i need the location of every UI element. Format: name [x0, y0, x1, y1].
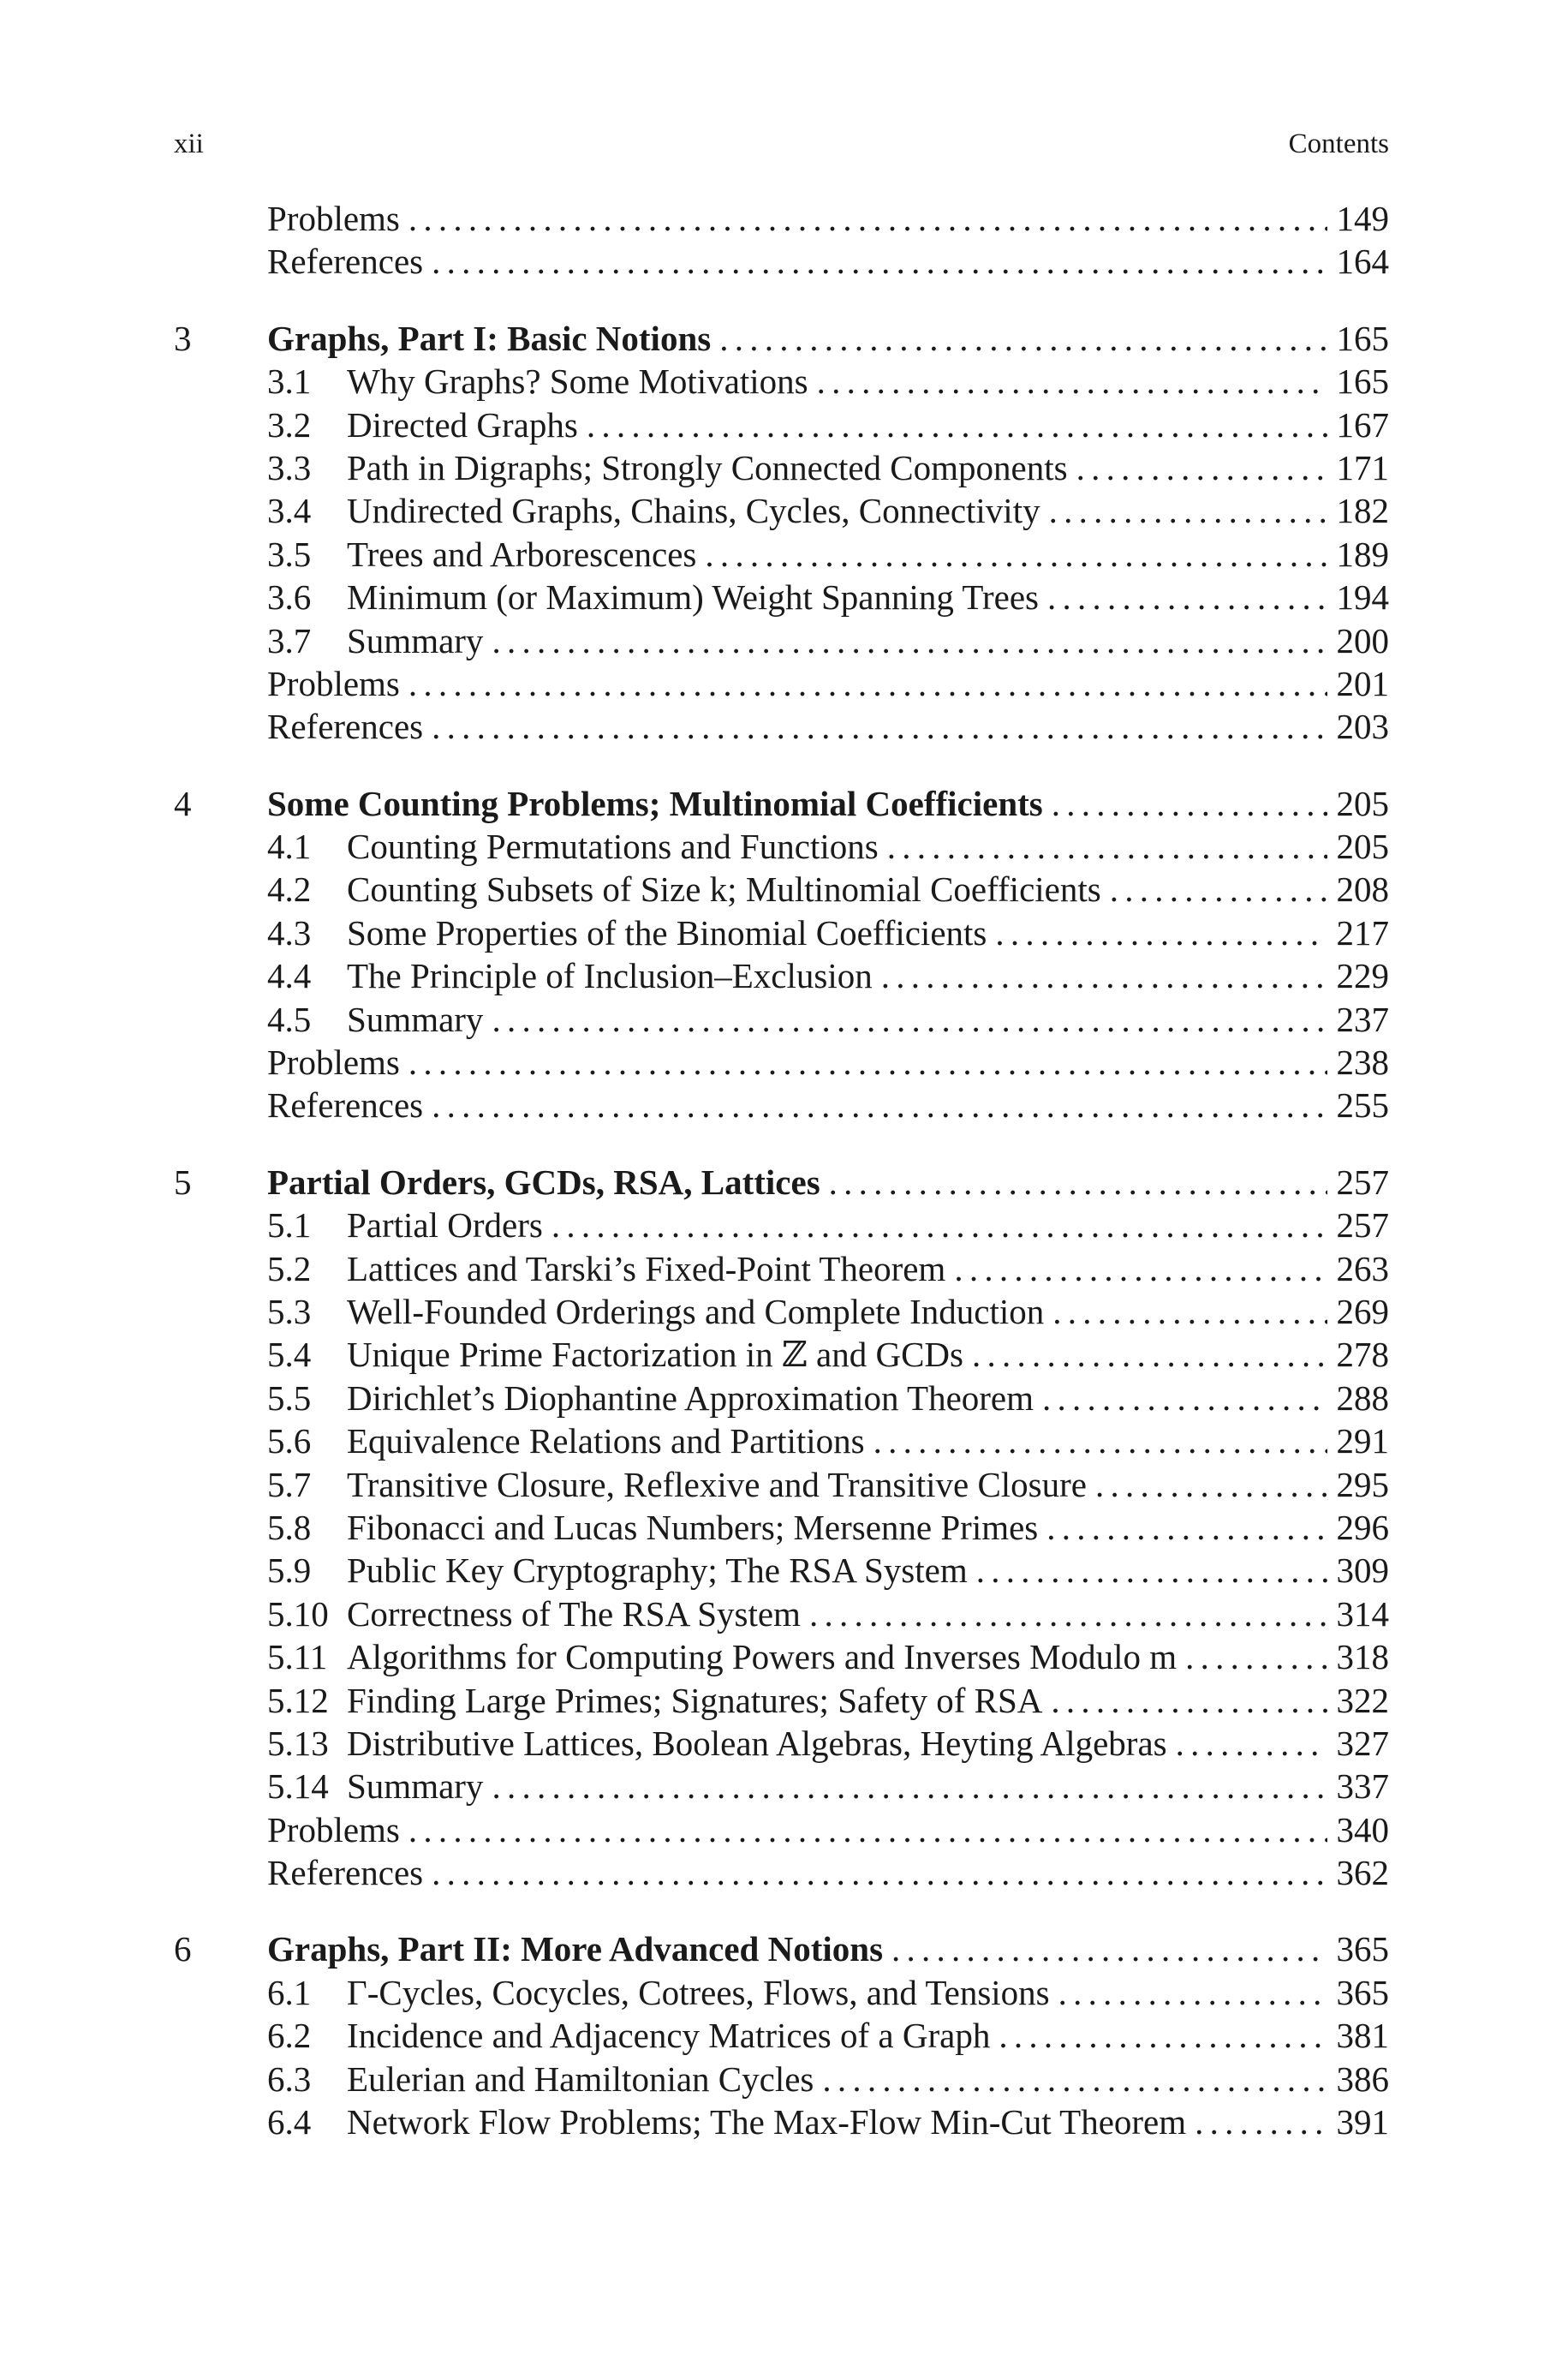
toc-section-row[interactable] — [174, 489, 1389, 532]
toc-section-row[interactable] — [174, 825, 1389, 868]
section-number: 5.6 — [267, 1421, 312, 1461]
toc-section-row[interactable] — [174, 576, 1389, 618]
toc-chapter-row[interactable] — [174, 317, 1389, 360]
entry-title: Some Properties of the Binomial Coefficients — [347, 912, 987, 953]
page-number-ref: 182 — [1336, 491, 1389, 531]
entry-title: Some Counting Problems; Multinomial Coefficients — [267, 783, 1043, 823]
entry-title: Eulerian and Hamiltonian Cycles — [347, 2058, 814, 2099]
page-number-ref: 194 — [1336, 577, 1389, 618]
table-of-contents — [174, 197, 1389, 2143]
dot-leader — [408, 662, 1327, 705]
section-number: 3.4 — [267, 491, 312, 531]
entry-title: Problems — [267, 1043, 400, 1083]
dot-leader — [999, 2014, 1327, 2057]
dot-leader — [1058, 1971, 1327, 2014]
entry-title: Partial Orders, GCDs, RSA, Lattices — [267, 1162, 820, 1202]
entry-title: Well-Founded Orderings and Complete Induction — [347, 1291, 1045, 1331]
page-number-ref: 237 — [1336, 999, 1389, 1039]
section-number: 3.7 — [267, 620, 312, 660]
toc-section-row[interactable] — [174, 1333, 1389, 1376]
toc-entry-row[interactable] — [174, 240, 1389, 283]
section-number: 5.14 — [267, 1766, 329, 1807]
toc-section-row[interactable] — [174, 1506, 1389, 1549]
entry-title: Public Key Cryptography; The RSA System — [347, 1550, 968, 1591]
toc-section-row[interactable] — [174, 1463, 1389, 1506]
dot-leader — [408, 197, 1327, 240]
entry-title: Correctness of The RSA System — [347, 1593, 801, 1634]
dot-leader — [995, 911, 1327, 954]
entry-title: Finding Large Primes; Signatures; Safety of RSA — [347, 1680, 1043, 1720]
toc-section-row[interactable] — [174, 1204, 1389, 1246]
page-number-ref: 295 — [1336, 1464, 1389, 1504]
dot-leader — [492, 998, 1327, 1041]
section-number: 5.13 — [267, 1723, 329, 1763]
dot-leader — [1052, 1290, 1327, 1333]
toc-section-row[interactable] — [174, 1592, 1389, 1635]
page-number-ref: 314 — [1336, 1593, 1389, 1634]
page-number-ref: 391 — [1336, 2102, 1389, 2142]
section-number: 5.11 — [267, 1637, 328, 1677]
section-number: 6.2 — [267, 2016, 312, 2056]
page-number-ref: 327 — [1336, 1723, 1389, 1763]
entry-title: Algorithms for Computing Powers and Inverses Modulo m — [347, 1637, 1177, 1677]
entry-title: References — [267, 1853, 424, 1893]
running-head — [174, 128, 1389, 160]
dot-leader — [408, 1041, 1327, 1084]
toc-section-row[interactable] — [174, 868, 1389, 911]
entry-title: Trees and Arborescences — [347, 534, 697, 574]
entry-title: Graphs, Part I: Basic Notions — [267, 318, 712, 358]
entry-title: Dirichlet’s Diophantine Approximation Theorem — [347, 1377, 1034, 1418]
page-number-ref: 257 — [1336, 1205, 1389, 1246]
dot-leader — [954, 1247, 1327, 1290]
page-number-ref: 322 — [1336, 1680, 1389, 1720]
toc-entry-row[interactable] — [174, 1084, 1389, 1126]
page-number-ref: 365 — [1336, 1972, 1389, 2012]
dot-leader — [809, 1592, 1327, 1635]
entry-title: Path in Digraphs; Strongly Connected Components — [347, 447, 1068, 487]
dot-leader — [1176, 1722, 1327, 1765]
section-number: 3.5 — [267, 534, 312, 574]
page-number-ref: 340 — [1336, 1809, 1389, 1849]
page-number-ref: 257 — [1336, 1162, 1389, 1202]
page-number-ref: 189 — [1336, 534, 1389, 574]
page-number-ref: 386 — [1336, 2058, 1389, 2099]
running-title: Contents — [1288, 128, 1389, 159]
dot-leader — [891, 1927, 1327, 1970]
entry-title: Problems — [267, 1809, 400, 1849]
toc-section-row[interactable] — [174, 1971, 1389, 2014]
dot-leader — [1042, 1377, 1327, 1419]
toc-section-row[interactable] — [174, 1635, 1389, 1678]
page-number-ref: 362 — [1336, 1853, 1389, 1893]
entry-title: Unique Prime Factorization in ℤ and GCDs — [347, 1335, 963, 1375]
entry-title: Network Flow Problems; The Max-Flow Min-Cut Theorem — [347, 2102, 1187, 2142]
section-number: 3.3 — [267, 447, 312, 487]
page-number-ref: 269 — [1336, 1291, 1389, 1331]
toc-section-row[interactable] — [174, 2014, 1389, 2057]
entry-title: Directed Graphs — [347, 404, 578, 445]
page-number-ref: 238 — [1336, 1043, 1389, 1083]
page-number-ref: 255 — [1336, 1085, 1389, 1126]
page-number-ref: 205 — [1336, 827, 1389, 867]
dot-leader — [1049, 489, 1327, 532]
entry-title: Summary — [347, 999, 484, 1039]
dot-leader — [822, 2058, 1327, 2100]
dot-leader — [1195, 2100, 1327, 2143]
dot-leader — [1185, 1635, 1327, 1678]
chapter-number: 3 — [174, 318, 192, 358]
page-number-ref: 365 — [1336, 1929, 1389, 1969]
page-number-ref: 278 — [1336, 1335, 1389, 1375]
toc-section-row[interactable] — [174, 1549, 1389, 1592]
page-number-ref: 164 — [1336, 242, 1389, 282]
dot-leader — [1052, 782, 1327, 825]
section-number: 3.1 — [267, 361, 312, 402]
page-number-ref: 167 — [1336, 404, 1389, 445]
entry-title: Undirected Graphs, Chains, Cycles, Connectivity — [347, 491, 1040, 531]
section-number: 5.10 — [267, 1593, 329, 1634]
section-number: 5.12 — [267, 1680, 329, 1720]
chapter-number: 4 — [174, 783, 192, 823]
dot-leader — [492, 1765, 1327, 1807]
dot-leader — [817, 360, 1327, 403]
section-number: 6.3 — [267, 2058, 312, 2099]
dot-leader — [1076, 446, 1327, 489]
section-number: 5.2 — [267, 1248, 312, 1288]
entry-title: Incidence and Adjacency Matrices of a Graph — [347, 2016, 991, 2056]
toc-section-row[interactable] — [174, 446, 1389, 489]
toc-section-row[interactable] — [174, 1679, 1389, 1722]
section-number: 4.2 — [267, 869, 312, 910]
dot-leader — [492, 619, 1327, 662]
dot-leader — [705, 533, 1327, 576]
toc-section-row[interactable] — [174, 2058, 1389, 2100]
page-number-ref: 208 — [1336, 869, 1389, 910]
entry-title: Problems — [267, 663, 400, 703]
section-number: 6.4 — [267, 2102, 312, 2142]
toc-section-row[interactable] — [174, 1290, 1389, 1333]
toc-section-row[interactable] — [174, 360, 1389, 403]
page-number-ref: 296 — [1336, 1507, 1389, 1547]
dot-leader — [432, 240, 1327, 283]
dot-leader — [1047, 576, 1327, 618]
section-number: 4.4 — [267, 956, 312, 996]
entry-title: Problems — [267, 199, 400, 238]
page-number-ref: 229 — [1336, 956, 1389, 996]
section-number: 4.3 — [267, 912, 312, 953]
toc-section-row[interactable] — [174, 954, 1389, 997]
entry-title: References — [267, 242, 424, 282]
entry-title: Equivalence Relations and Partitions — [347, 1421, 865, 1461]
toc-section-row[interactable] — [174, 1247, 1389, 1290]
section-number: 3.2 — [267, 404, 312, 445]
dot-leader — [829, 1161, 1327, 1204]
toc-chapter-row[interactable] — [174, 1161, 1389, 1204]
section-number: 3.6 — [267, 577, 312, 618]
dot-leader — [408, 1808, 1327, 1851]
entry-title: Counting Subsets of Size k; Multinomial Coefficients — [347, 869, 1101, 910]
dot-leader — [1046, 1506, 1327, 1549]
page-number-ref: 309 — [1336, 1550, 1389, 1591]
page-number-ref: 205 — [1336, 783, 1389, 823]
entry-title: Fibonacci and Lucas Numbers; Mersenne Primes — [347, 1507, 1039, 1547]
dot-leader — [1095, 1463, 1327, 1506]
dot-leader — [881, 954, 1327, 997]
page-number-ref: 291 — [1336, 1421, 1389, 1461]
entry-title: Graphs, Part II: More Advanced Notions — [267, 1929, 884, 1969]
entry-title: Γ-Cycles, Cocycles, Cotrees, Flows, and Tensions — [347, 1972, 1050, 2012]
dot-leader — [432, 705, 1327, 748]
entry-title: Partial Orders — [347, 1205, 543, 1246]
toc-section-row[interactable] — [174, 533, 1389, 576]
toc-section-row[interactable] — [174, 1377, 1389, 1419]
page-number-ref: 165 — [1336, 361, 1389, 402]
page-number-ref: 203 — [1336, 707, 1389, 747]
dot-leader — [1051, 1679, 1327, 1722]
section-number: 5.3 — [267, 1291, 312, 1331]
dot-leader — [873, 1419, 1327, 1462]
entry-title: Distributive Lattices, Boolean Algebras, Heyting Algebras — [347, 1723, 1167, 1763]
toc-section-row[interactable] — [174, 1765, 1389, 1807]
toc-entry-row[interactable] — [174, 1851, 1389, 1894]
dot-leader — [1110, 868, 1327, 911]
section-number: 5.5 — [267, 1377, 312, 1418]
section-number: 6.1 — [267, 1972, 312, 2012]
entry-title: The Principle of Inclusion–Exclusion — [347, 956, 873, 996]
chapter-number: 6 — [174, 1929, 192, 1969]
section-number: 4.5 — [267, 999, 312, 1039]
page-number-ref: 165 — [1336, 318, 1389, 358]
section-number: 5.8 — [267, 1507, 312, 1547]
entry-title: Transitive Closure, Reflexive and Transitive Closure — [347, 1464, 1087, 1504]
entry-title: Minimum (or Maximum) Weight Spanning Trees — [347, 577, 1039, 618]
page-number-ref: 201 — [1336, 663, 1389, 703]
dot-leader — [432, 1084, 1327, 1126]
toc-entry-row[interactable] — [174, 1808, 1389, 1851]
toc-entry-row[interactable] — [174, 1041, 1389, 1084]
entry-title: Counting Permutations and Functions — [347, 827, 879, 867]
page-number-ref: 381 — [1336, 2016, 1389, 2056]
toc-entry-row[interactable] — [174, 705, 1389, 748]
dot-leader — [887, 825, 1327, 868]
page-number-ref: 337 — [1336, 1766, 1389, 1807]
dot-leader — [432, 1851, 1327, 1894]
page-number-ref: 200 — [1336, 620, 1389, 660]
section-number: 4.1 — [267, 827, 312, 867]
toc-section-row[interactable] — [174, 1722, 1389, 1765]
toc-entry-row[interactable] — [174, 662, 1389, 705]
chapter-number: 5 — [174, 1162, 192, 1202]
section-number: 5.4 — [267, 1335, 312, 1375]
page-number-ref: 171 — [1336, 447, 1389, 487]
section-number: 5.9 — [267, 1550, 312, 1591]
page-number-ref: 288 — [1336, 1377, 1389, 1418]
toc-chapter-row[interactable] — [174, 782, 1389, 825]
page-number: xii — [174, 128, 204, 159]
entry-title: References — [267, 1085, 424, 1126]
page-number-ref: 149 — [1336, 199, 1389, 238]
dot-leader — [587, 403, 1327, 446]
toc-section-row[interactable] — [174, 403, 1389, 446]
page-number-ref: 217 — [1336, 912, 1389, 953]
entry-title: Why Graphs? Some Motivations — [347, 361, 808, 402]
section-number: 5.7 — [267, 1464, 312, 1504]
page-number-ref: 318 — [1336, 1637, 1389, 1677]
toc-entry-row[interactable] — [174, 197, 1389, 240]
dot-leader — [719, 317, 1327, 360]
section-number: 5.1 — [267, 1205, 312, 1246]
toc-section-row[interactable] — [174, 911, 1389, 954]
toc-section-row[interactable] — [174, 619, 1389, 662]
dot-leader — [551, 1204, 1327, 1246]
page-number-ref: 263 — [1336, 1248, 1389, 1288]
toc-chapter-row[interactable] — [174, 1927, 1389, 1970]
dot-leader — [976, 1549, 1327, 1592]
toc-section-row[interactable] — [174, 2100, 1389, 2143]
entry-title: Summary — [347, 1766, 484, 1807]
toc-section-row[interactable] — [174, 998, 1389, 1041]
dot-leader — [972, 1333, 1327, 1376]
toc-section-row[interactable] — [174, 1419, 1389, 1462]
entry-title: Lattices and Tarski’s Fixed-Point Theorem — [347, 1248, 946, 1288]
entry-title: Summary — [347, 620, 484, 660]
entry-title: References — [267, 707, 424, 747]
